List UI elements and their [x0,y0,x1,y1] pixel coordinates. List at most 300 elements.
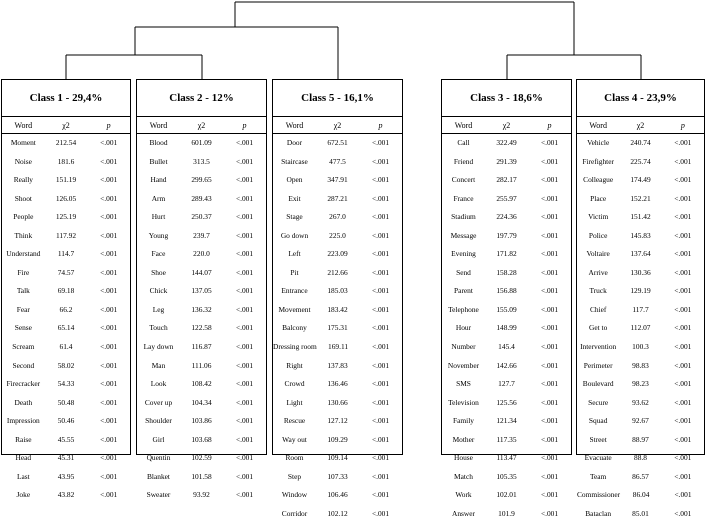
cell-chi2: 101.9 [498,508,515,518]
table-row [273,394,402,413]
cell-word: Balcony [282,323,307,333]
cell-p: <.001 [100,175,118,185]
table-row [442,301,571,320]
cell-p: <.001 [540,379,559,389]
table-row [137,134,266,153]
table-row [442,245,571,264]
cell-word: Bullet [149,156,168,166]
cell-word: House [454,453,473,463]
table-row [273,171,402,190]
cell-chi2: 151.42 [630,212,651,222]
cell-chi2: 92.67 [632,416,649,426]
cell-word: Street [589,434,607,444]
table-row [2,486,130,505]
header-word: Word [589,121,607,130]
cell-chi2: 313.5 [193,156,210,166]
cell-p: <.001 [100,193,118,203]
cell-p: <.001 [540,212,559,222]
table-row [2,245,130,264]
class-table [1,79,131,500]
cell-word: Place [590,193,607,203]
cell-word: Sweater [146,490,171,500]
cell-p: <.001 [674,508,692,518]
cell-chi2: 155.09 [496,304,517,314]
cell-chi2: 93.92 [193,490,210,500]
table-row [137,357,266,376]
table-row [577,412,704,431]
cell-word: Second [12,360,35,370]
cell-chi2: 58.02 [57,360,75,370]
cell-p: <.001 [540,138,559,147]
table-row [2,208,130,227]
cell-word: Step [287,471,302,481]
table-row [2,301,130,320]
class-table [441,79,572,518]
cell-word: Face [151,249,166,259]
cell-p: <.001 [540,471,559,481]
cell-p: <.001 [540,193,559,203]
cell-word: Firefighter [582,156,614,166]
cell-word: Send [456,267,471,277]
header-chi2: χ2 [636,121,645,130]
table-row [442,338,571,357]
cell-word: Shoulder [145,416,172,426]
table-row [442,208,571,227]
cell-chi2: 98.83 [632,360,649,370]
cell-p: <.001 [100,323,118,333]
cell-chi2: 225.74 [630,156,651,166]
cell-word: Stadium [451,212,476,222]
table-row [577,357,704,376]
cell-word: Noise [14,156,32,166]
cell-word: Arrive [588,267,608,277]
cell-chi2: 85.01 [632,508,649,518]
cell-p: <.001 [235,193,254,203]
cell-word: Last [16,471,30,481]
cell-p: <.001 [540,267,559,277]
table-row [442,319,571,338]
table-row [137,431,266,450]
table-row [577,486,704,505]
cell-p: <.001 [235,416,254,426]
cell-word: Go down [280,230,309,240]
cell-word: Sense [14,323,32,333]
table-row [137,319,266,338]
cell-chi2: 125.19 [55,212,77,222]
table-row [577,301,704,320]
cell-chi2: 158.28 [496,267,517,277]
cell-word: Window [281,490,308,500]
cell-chi2: 299.65 [191,175,212,185]
cell-word: Young [148,230,169,240]
cell-chi2: 136.46 [327,379,348,389]
cell-word: Firecracker [6,379,41,389]
cell-p: <.001 [100,453,118,463]
cell-chi2: 126.05 [55,193,77,203]
cell-word: Team [590,471,607,481]
cell-p: <.001 [371,249,390,259]
cell-word: Parent [454,286,473,296]
table-row [2,338,130,357]
cell-p: <.001 [674,267,692,277]
cell-p: <.001 [235,138,254,147]
cell-p: <.001 [100,286,118,296]
cell-chi2: 43.95 [57,471,75,481]
cell-word: Left [288,249,301,259]
cell-p: <.001 [371,138,390,147]
cell-chi2: 109.29 [327,434,348,444]
table-row [442,357,571,376]
table-row [273,301,402,320]
table-row [2,134,130,153]
cell-p: <.001 [235,434,254,444]
cell-chi2: 601.09 [191,138,212,147]
table-row [577,505,704,523]
cell-p: <.001 [235,323,254,333]
cell-word: Staircase [281,156,308,166]
cell-p: <.001 [100,360,118,370]
cell-chi2: 103.68 [191,434,212,444]
cell-chi2: 103.86 [191,416,212,426]
cell-chi2: 148.99 [496,323,517,333]
cell-p: <.001 [371,156,390,166]
cell-word: Intervention [580,342,617,352]
cell-word: Exit [288,193,301,203]
cell-chi2: 130.36 [630,267,651,277]
cell-p: <.001 [100,230,118,240]
table-row [2,431,130,450]
cell-chi2: 45.31 [57,453,75,463]
table-row [273,208,402,227]
cell-chi2: 88.97 [632,434,649,444]
cell-chi2: 106.46 [327,490,348,500]
cell-p: <.001 [674,434,692,444]
cell-word: Evening [451,249,476,259]
cell-chi2: 113.47 [496,453,517,463]
cell-chi2: 291.39 [496,156,517,166]
cell-p: <.001 [674,193,692,203]
cell-p: <.001 [371,230,390,240]
table-row [273,134,402,153]
cell-word: Dressing room [273,342,317,352]
header-word: Word [149,121,168,130]
table-row [273,486,402,505]
cell-chi2: 102.12 [327,508,348,518]
header-p: p [242,121,247,130]
cell-p: <.001 [674,304,692,314]
cell-word: Arm [151,193,166,203]
cell-word: Get to [589,323,608,333]
cell-p: <.001 [100,267,118,277]
class-title: Class 2 - 12% [137,80,266,117]
cell-chi2: 137.64 [630,249,651,259]
cell-p: <.001 [235,175,254,185]
cell-p: <.001 [674,397,692,407]
cell-chi2: 212.66 [327,267,348,277]
cell-word: Room [285,453,304,463]
cell-chi2: 117.7 [632,304,649,314]
table-row [442,505,571,523]
cell-chi2: 212.54 [55,138,77,147]
cell-p: <.001 [674,286,692,296]
cell-p: <.001 [371,267,390,277]
cell-p: <.001 [674,212,692,222]
cell-word: Corridor [281,508,308,518]
cell-word: Touch [149,323,168,333]
cell-chi2: 117.92 [55,230,77,240]
cell-p: <.001 [371,453,390,463]
cell-word: Bataclan [585,508,612,518]
cell-word: Answer [452,508,475,518]
cell-p: <.001 [371,286,390,296]
table-row [577,208,704,227]
cell-chi2: 129.19 [630,286,651,296]
cell-word: Door [286,138,303,147]
cell-word: Think [14,230,33,240]
cell-word: Call [457,138,470,147]
cell-chi2: 66.2 [59,304,73,314]
cell-chi2: 50.48 [57,397,75,407]
table-header [137,117,266,134]
cell-chi2: 102.59 [191,453,212,463]
cell-chi2: 151.19 [55,175,77,185]
cell-chi2: 347.91 [327,175,348,185]
table-row [577,319,704,338]
cell-word: Entrance [281,286,308,296]
table-row [577,338,704,357]
table-row [442,134,571,153]
header-p: p [378,121,383,130]
table-row [442,468,571,487]
cell-chi2: 239.7 [193,230,210,240]
cell-chi2: 116.87 [191,342,212,352]
cell-p: <.001 [235,490,254,500]
table-row [273,245,402,264]
cell-p: <.001 [100,249,118,259]
cell-word: Light [286,397,303,407]
cell-word: Impression [6,416,40,426]
table-row [442,171,571,190]
cell-word: Fear [16,304,30,314]
class-title: Class 4 - 23,9% [577,80,704,117]
cell-word: Head [15,453,32,463]
table-row [273,190,402,209]
cell-chi2: 267.0 [329,212,346,222]
cell-p: <.001 [674,230,692,240]
table-row [2,282,130,301]
table-header [442,117,571,134]
cell-chi2: 171.82 [496,249,517,259]
cell-p: <.001 [371,471,390,481]
cell-chi2: 98.23 [632,379,649,389]
cell-p: <.001 [540,453,559,463]
cell-chi2: 108.42 [191,379,212,389]
table-row [2,412,130,431]
cell-p: <.001 [674,156,692,166]
class-table [272,79,403,518]
table-row [2,449,130,468]
cell-word: Evacuate [584,453,612,463]
cell-chi2: 109.14 [327,453,348,463]
cell-chi2: 477.5 [329,156,346,166]
cell-word: Blanket [147,471,170,481]
cell-word: Way out [282,434,307,444]
table-row [137,375,266,394]
table-row [2,468,130,487]
table-row [137,208,266,227]
cell-p: <.001 [371,304,390,314]
cell-p: <.001 [540,304,559,314]
cell-chi2: 220.0 [193,249,210,259]
cell-p: <.001 [371,323,390,333]
table-row [577,282,704,301]
cell-p: <.001 [235,249,254,259]
cell-p: <.001 [371,175,390,185]
cell-word: Shoe [151,267,166,277]
cell-chi2: 136.32 [191,304,212,314]
table-row [2,264,130,283]
cell-word: Pit [290,267,299,277]
cell-chi2: 74.57 [57,267,75,277]
cell-chi2: 225.0 [329,230,346,240]
cell-word: Television [448,397,479,407]
header-chi2: χ2 [333,121,342,130]
cell-word: Hurt [151,212,166,222]
cell-chi2: 175.31 [327,323,348,333]
table-row [2,171,130,190]
cell-word: Crowd [284,379,305,389]
cell-word: Vehicle [587,138,610,147]
cell-chi2: 181.6 [57,156,75,166]
cell-p: <.001 [371,490,390,500]
cell-p: <.001 [235,342,254,352]
cell-p: <.001 [371,193,390,203]
cell-p: <.001 [540,360,559,370]
cell-word: Understand [6,249,41,259]
cell-chi2: 127.7 [498,379,515,389]
cell-chi2: 185.03 [327,286,348,296]
table-row [273,282,402,301]
cell-chi2: 289.43 [191,193,212,203]
cell-p: <.001 [235,304,254,314]
cell-p: <.001 [674,453,692,463]
table-row [442,190,571,209]
cell-chi2: 61.4 [59,342,73,352]
cell-p: <.001 [235,156,254,166]
table-row [2,375,130,394]
table-row [137,301,266,320]
cell-word: Work [455,490,472,500]
cell-word: Family [453,416,474,426]
table-row [137,282,266,301]
cell-word: People [13,212,34,222]
cell-p: <.001 [540,490,559,500]
cell-p: <.001 [371,508,390,518]
cell-chi2: 322.49 [496,138,517,147]
cell-p: <.001 [372,342,390,352]
header-word: Word [454,121,473,130]
class-title: Class 3 - 18,6% [442,80,571,117]
cell-p: <.001 [235,212,254,222]
cell-chi2: 102.01 [496,490,517,500]
cell-word: Message [450,230,477,240]
table-row [577,449,704,468]
table-row [442,486,571,505]
table-row [273,449,402,468]
cell-p: <.001 [674,360,692,370]
table-row [577,468,704,487]
table-row [273,375,402,394]
cell-chi2: 197.79 [496,230,517,240]
cell-word: Concert [451,175,476,185]
cell-chi2: 104.34 [191,397,212,407]
cell-word: Right [286,360,303,370]
class-table [136,79,267,500]
cell-chi2: 101.58 [191,471,212,481]
cell-chi2: 111.06 [191,360,212,370]
cell-p: <.001 [674,323,692,333]
cell-p: <.001 [371,416,390,426]
table-row [577,153,704,172]
header-chi2: χ2 [62,121,70,130]
cell-chi2: 114.7 [57,249,75,259]
cell-word: Friend [453,156,474,166]
table-row [577,394,704,413]
cell-p: <.001 [235,230,254,240]
class-table [576,79,705,518]
table-row [442,227,571,246]
cell-p: <.001 [540,323,559,333]
table-row [442,431,571,450]
cell-word: Moment [10,138,36,147]
cell-chi2: 105.35 [496,471,517,481]
table-row [273,505,402,523]
cell-chi2: 50.46 [57,416,75,426]
cell-p: <.001 [235,267,254,277]
table-row [137,412,266,431]
cell-word: Voltaire [586,249,610,259]
table-row [577,375,704,394]
cell-word: Blood [149,138,168,147]
cell-word: Perimeter [583,360,613,370]
table-row [2,153,130,172]
table-row [577,245,704,264]
table-row [577,431,704,450]
table-header [2,117,130,134]
cell-chi2: 672.51 [327,138,348,147]
cell-chi2: 224.36 [496,212,517,222]
cell-word: Commissioner [577,490,621,500]
cell-word: Shoot [14,193,32,203]
cell-chi2: 255.97 [496,193,517,203]
cell-p: <.001 [674,471,692,481]
header-p: p [547,121,552,130]
cell-p: <.001 [100,471,118,481]
table-row [273,412,402,431]
table-row [577,227,704,246]
cell-word: Boulevard [582,379,614,389]
cell-chi2: 169.11 [328,342,349,352]
cell-p: <.001 [540,249,559,259]
table-row [273,264,402,283]
header-p: p [106,121,111,130]
table-row [137,245,266,264]
cell-word: Movement [278,304,311,314]
cell-chi2: 137.05 [191,286,212,296]
cell-p: <.001 [100,304,118,314]
cell-chi2: 240.74 [630,138,651,147]
cell-p: <.001 [100,156,118,166]
